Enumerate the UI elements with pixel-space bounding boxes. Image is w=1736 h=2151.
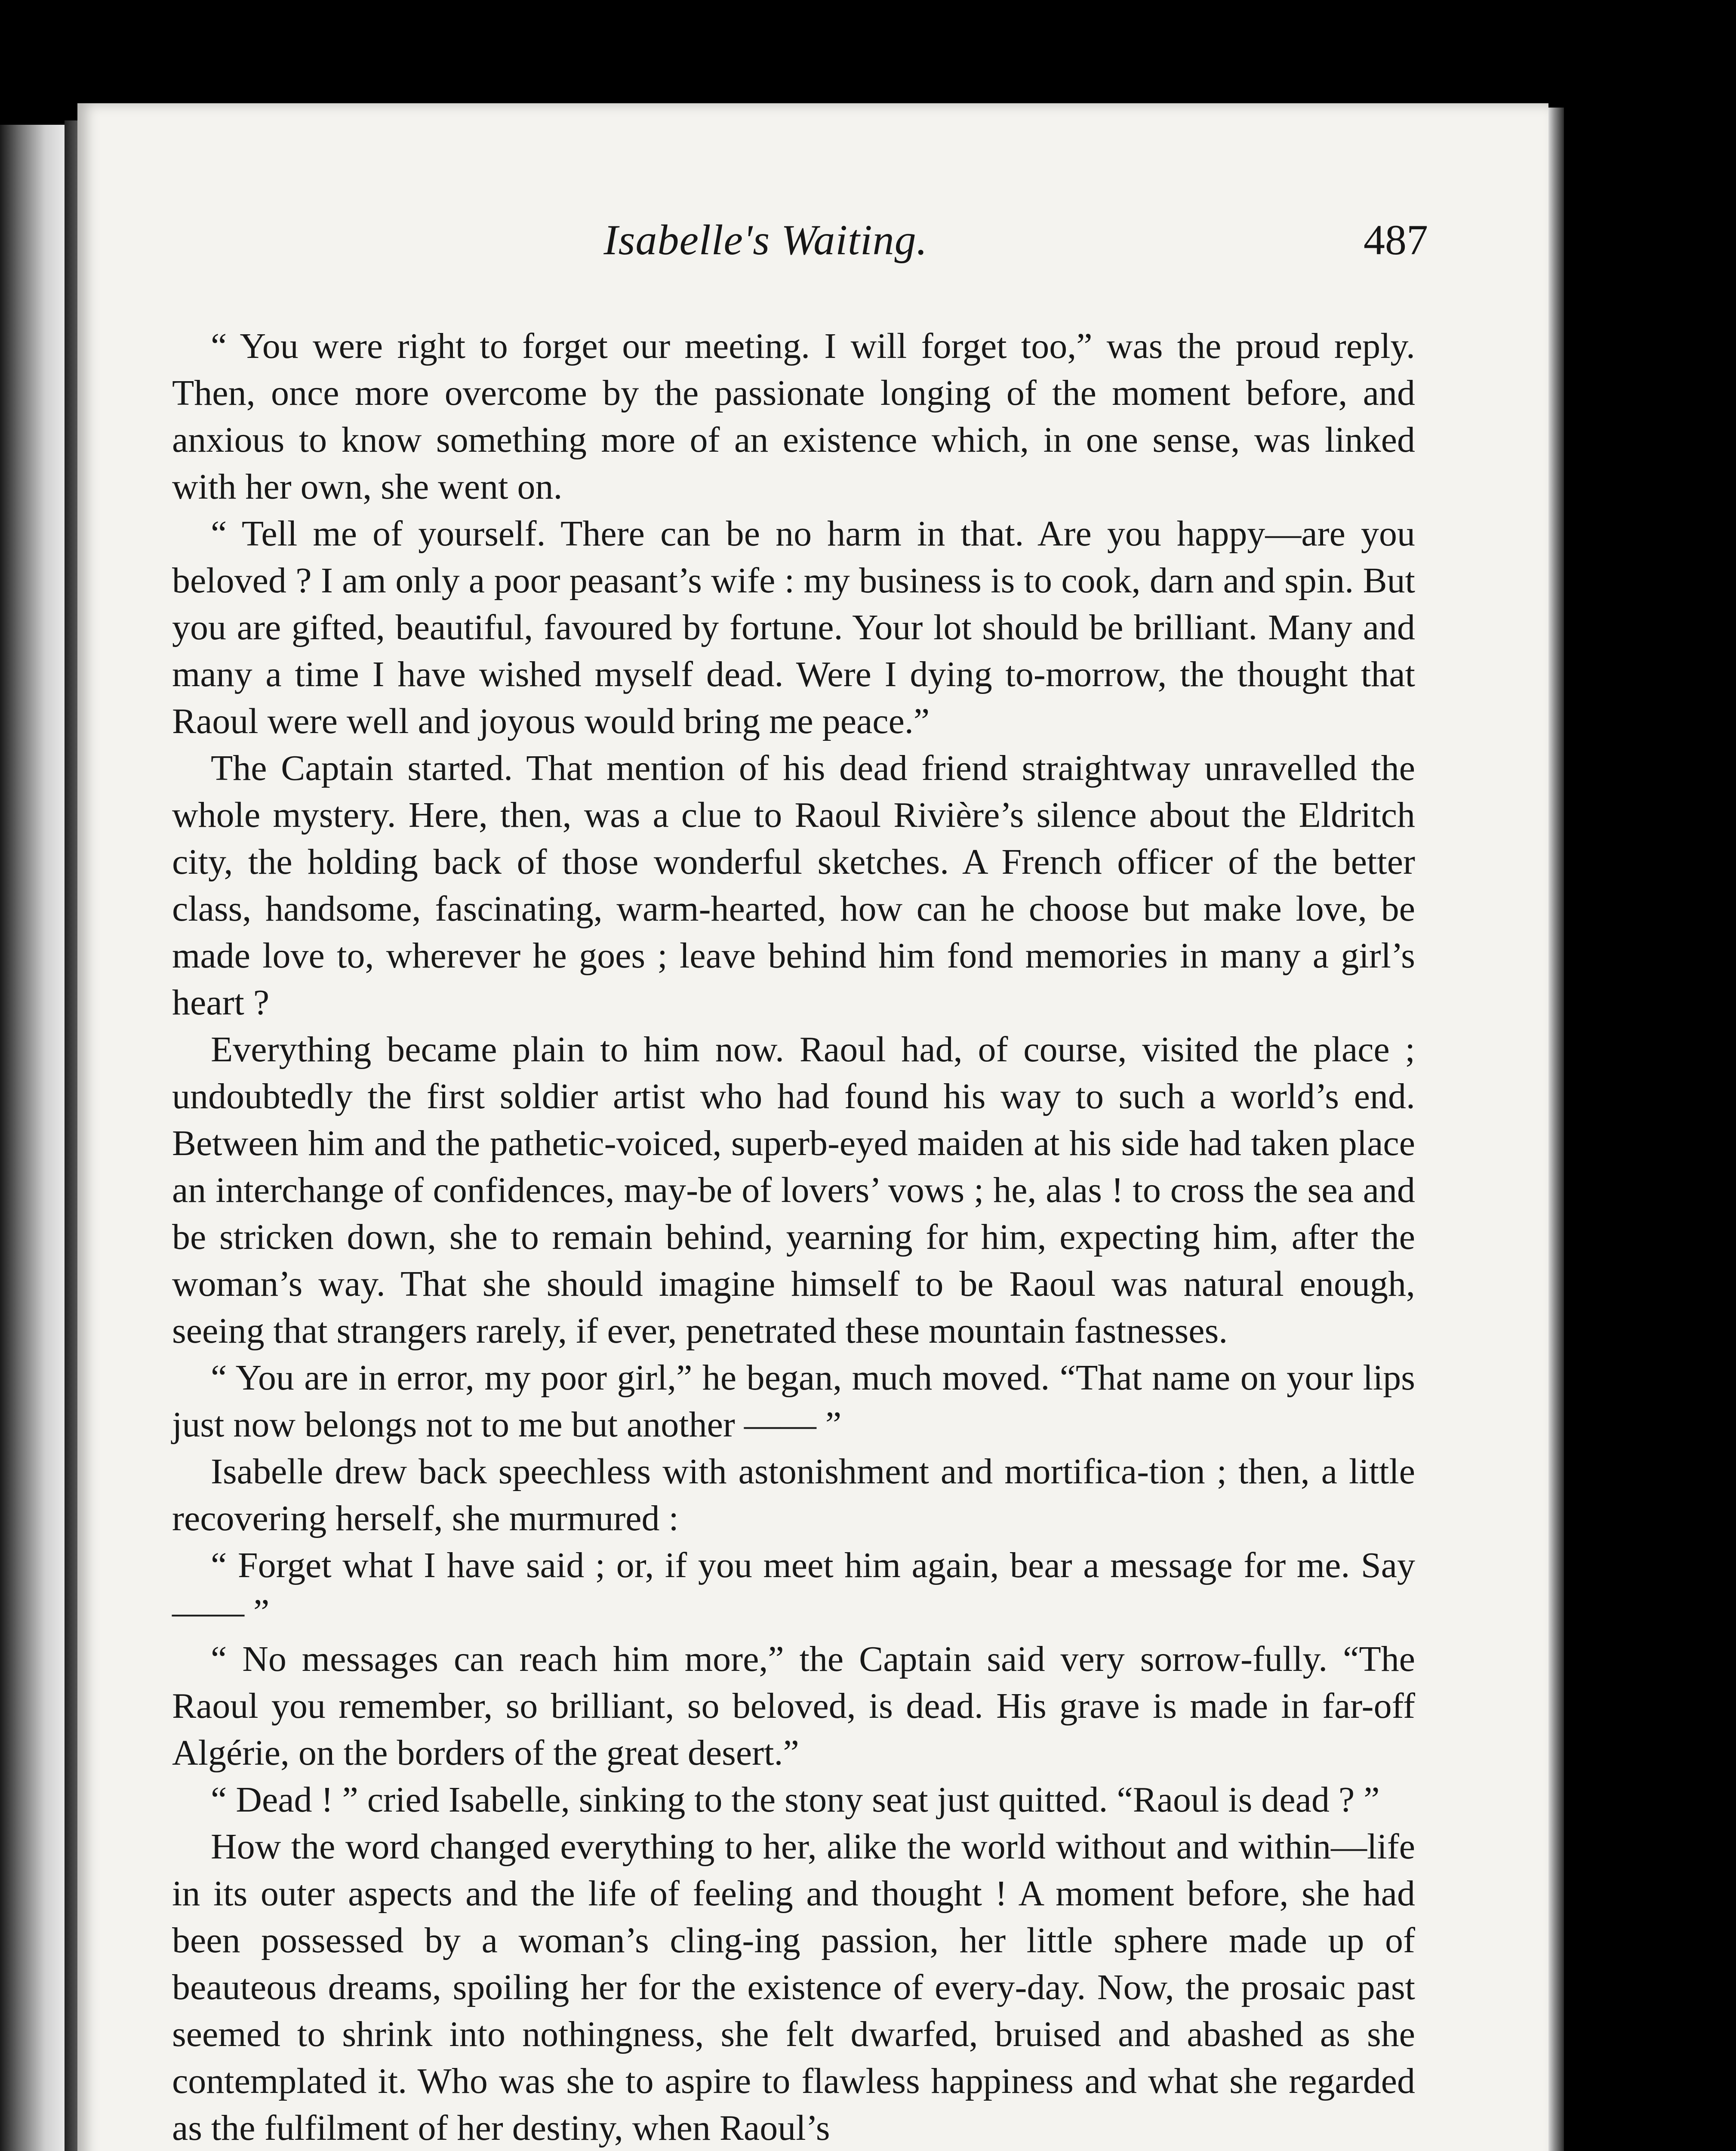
right-page-edge [1548,108,1564,2151]
running-title: Isabelle's Waiting. [603,216,928,264]
left-page-edge [0,125,65,2151]
paragraph: Isabelle drew back speechless with astonishment and mortifica-tion ; then, a little recovering herself, she murmured : [172,1451,1415,1538]
paragraph: How the word changed everything to her, alike the world without and within—life in its outer aspects and the life of feeling and thought ! A moment before, she had been possessed by a woman’s cling-ing passion, her little sphere made up of beauteous dreams, spoiling her for the existence of every-day. Now, the prosaic past seemed to shrink into nothingness, she felt dwarfed, bruised and abashed as she contemplated it. Who was she to aspire to flawless happiness and what she regarded as the fulfilment of her destiny, when Raoul’s [172,1827,1415,2148]
paragraph: “ You are in error, my poor girl,” he began, much moved. “That name on your lips just now belongs not to me but another —— ” [172,1358,1415,1445]
paragraph: “ Forget what I have said ; or, if you meet him again, bear a message for me. Say —— ” [172,1545,1415,1632]
body-text [172,323,1415,2151]
paragraph: The Captain started. That mention of his dead friend straightway unravelled the whole mystery. Here, then, was a clue to Raoul Rivière’s silence about the Eldritch city, the holding back of those wonderful sketches. A French officer of the better class, handsome, fascinating, warm-hearted, how can he choose but make love, be made love to, wherever he goes ; leave behind him fond memories in many a girl’s heart ? [172,748,1415,1023]
paragraph: “ Dead ! ” cried Isabelle, sinking to the stony seat just quitted. “Raoul is dead ? ” [211,1780,1380,1820]
paragraph: “ Tell me of yourself. There can be no harm in that. Are you happy—are you beloved ? I am only a poor peasant’s wife : my business is to cook, darn and spin. But you are gifted, beautiful, favoured by fortune. Your lot should be brilliant. Many and many a time I have wished myself dead. Were I dying to-morrow, the thought that Raoul were well and joyous would bring me peace.” [172,514,1415,741]
paragraph: “ You were right to forget our meeting. I will forget too,” was the proud reply. Then, once more overcome by the passionate longing of the moment before, and anxious to know something more of an existence which, in one sense, was linked with her own, she went on. [172,326,1415,507]
paragraph: “ No messages can reach him more,” the Captain said very sorrow-fully. “The Raoul you remember, so brilliant, so beloved, is dead. His grave is made in far-off Algérie, on the borders of the great desert.” [172,1639,1415,1773]
book-gutter [65,120,77,2151]
paragraph: Everything became plain to him now. Raoul had, of course, visited the place ; undoubtedly the first soldier artist who had found his way to such a world’s end. Between him and the pathetic-voiced, superb-eyed maiden at his side had taken place an interchange of confidences, may-be of lovers’ vows ; he, alas ! to cross the sea and be stricken down, she to remain behind, yearning for him, expecting him, after the woman’s way. That she should imagine himself to be Raoul was natural enough, seeing that strangers rarely, if ever, penetrated these mountain fastnesses. [172,1029,1415,1351]
page-number: 487 [1364,216,1428,264]
page-header [103,215,1428,275]
